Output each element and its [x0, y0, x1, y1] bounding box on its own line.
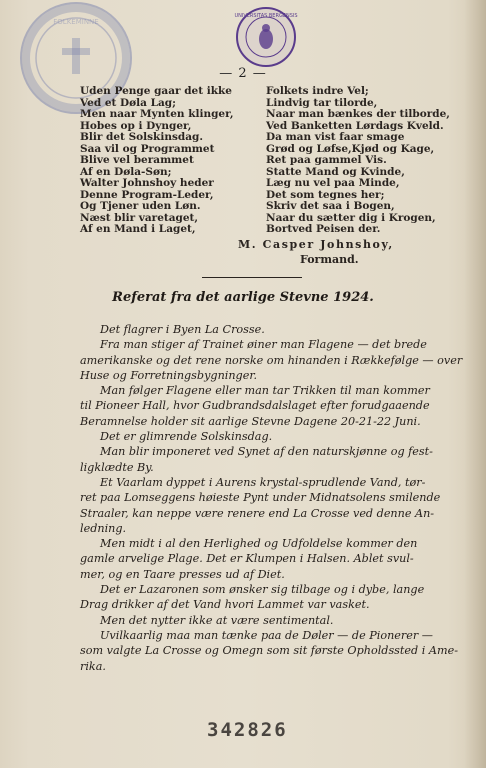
body-line: mer, og en Taare presses ud af Diet. — [80, 567, 285, 581]
poem-line: Og Tjener uden Løn. — [80, 200, 201, 212]
section-heading: Referat fra det aarlige Stevne 1924. — [112, 290, 374, 305]
poem-line: Saa vil og Programmet — [80, 142, 215, 155]
signature-name: M. Casper Johnshoy, — [238, 238, 394, 251]
seal-icon — [234, 9, 298, 65]
body-line: gamle arvelige Plage. Det er Klumpen i Halsen. Ablet svul- — [80, 552, 414, 566]
report-body — [80, 322, 463, 674]
poem-line: Bortved Peisen der. — [266, 223, 381, 235]
poem-line: Af en Mand i Laget, — [80, 223, 196, 235]
poem-line: Af en Døla-Søn; — [80, 165, 172, 178]
body-line: Men det nytter ikke at være sentimental. — [100, 613, 334, 627]
page-number: — 2 — — [219, 66, 267, 81]
poem-line: Næst blir varetaget, — [80, 211, 199, 224]
poem-line: Blir det Solskinsdag. — [80, 131, 204, 143]
body-line: Drag drikker af det Vand hvori Lammet var vasket. — [80, 598, 370, 612]
body-line: rika. — [80, 659, 106, 673]
body-line: Straaler, kan neppe være renere end La Crosse ved denne An- — [80, 506, 435, 520]
body-line: Man blir imponeret ved Synet af den naturskjønne og fest- — [100, 445, 433, 459]
poem-line: Folkets indre Vel; — [266, 85, 369, 97]
body-line: Det flagrer i Byen La Crosse. — [100, 323, 265, 336]
poem-line: Denne Program-Leder, — [80, 188, 214, 201]
poem-line: Det som tegnes her; — [266, 188, 385, 201]
poem-line: Ret paa gammel Vis. — [266, 154, 387, 166]
body-line: som valgte La Crosse og Omegn som sit første Opholdssted i Ame- — [80, 644, 458, 658]
poem-line: Læg nu vel paa Minde, — [266, 177, 400, 189]
left-stamp-text: FOLKEMINNE — [53, 18, 99, 26]
signature-block — [238, 237, 394, 267]
poem-line: Skriv det saa i Bogen, — [266, 200, 395, 212]
poem-line: Ved et Døla Lag; — [80, 96, 177, 109]
poem-right-column — [266, 86, 450, 236]
poem-line: Naar man bænkes der tilborde, — [266, 108, 450, 120]
body-line: amerikanske og det rene norske om hinanden i Rækkefølge — over — [80, 353, 463, 367]
poem-line: Blive vel berammet — [80, 154, 194, 166]
poem-line: Walter Johnshoy heder — [80, 177, 214, 189]
body-line: Man følger Flagene eller man tar Trikken til man kommer — [100, 384, 430, 398]
body-line: Uvilkaarlig maa man tænke paa de Døler — de Pionerer — — [100, 628, 433, 642]
poem-line: Da man vist faar smage — [266, 131, 405, 143]
page-fold-shadow — [464, 0, 486, 768]
body-line: ligklædte By. — [80, 460, 154, 474]
poem-line: Statte Mand og Kvinde, — [266, 165, 405, 178]
signature-role: Formand. — [300, 253, 359, 266]
poem-line: Naar du sætter dig i Krogen, — [266, 211, 436, 224]
catalog-number: 342826 — [207, 719, 288, 741]
poem-line: Men naar Mynten klinger, — [80, 108, 234, 120]
poem-line: Hobes op i Dynger, — [80, 119, 192, 132]
body-line: ledning. — [80, 521, 127, 535]
poem-line: Ved Banketten Lørdags Kveld. — [266, 119, 444, 132]
body-line: ret paa Lomseggens høieste Pynt under Midnatsolens smilende — [80, 491, 441, 505]
body-line: Et Vaarlam dyppet i Aurens krystal-sprudlende Vand, tør- — [100, 475, 426, 489]
poem-left-column — [80, 86, 234, 236]
section-divider — [202, 277, 302, 278]
university-seal — [236, 7, 296, 67]
poem-line: Grød og Løfse,Kjød og Kage, — [266, 142, 435, 155]
body-line: Beramnelse holder sit aarlige Stevne Dagene 20-21-22 Juni. — [80, 414, 421, 428]
body-line: til Pioneer Hall, hvor Gudbrandsdalslaget efter forudgaaende — [80, 399, 430, 413]
body-line: Men midt i al den Herlighed og Udfoldelse kommer den — [100, 537, 418, 551]
body-line: Det er Lazaronen som ønsker sig tilbage og i dybe, lange — [100, 583, 425, 597]
body-line: Huse og Forretningsbygninger. — [80, 368, 258, 382]
poem-line: Lindvig tar tilorde, — [266, 96, 378, 109]
body-line: Fra man stiger af Trainet øiner man Flagene — det brede — [100, 338, 427, 352]
right-stamp-text: UNIVERSITAS BERGENSIS — [234, 13, 298, 19]
poem-line: Uden Penge gaar det ikke — [80, 85, 232, 97]
body-line: Det er glimrende Solskinsdag. — [100, 430, 273, 444]
